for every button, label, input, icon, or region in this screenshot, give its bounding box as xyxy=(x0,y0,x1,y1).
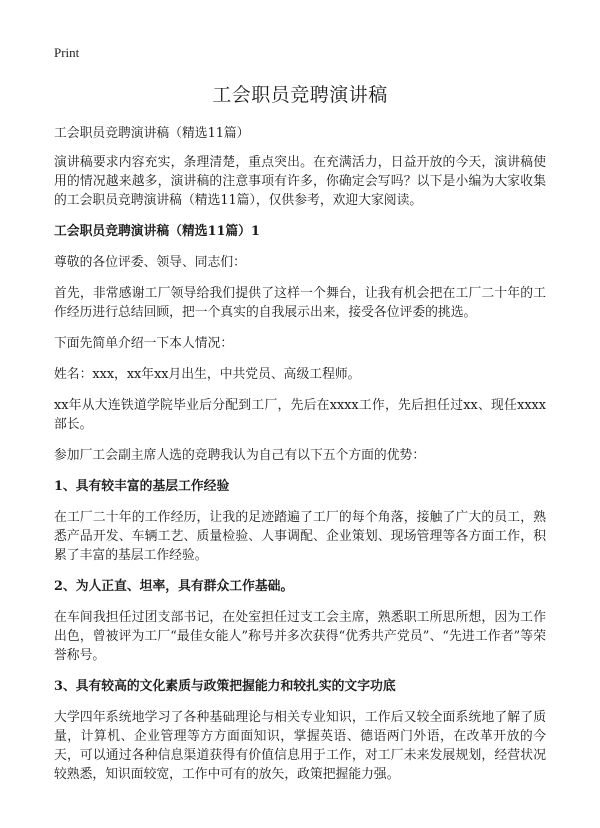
thanks-paragraph: 首先，非常感谢工厂领导给我们提供了这样一个舞台，让我有机会把在工厂二十年的工作经历进行总结回顾，把一个真实的自我展示出来，接受各位评委的挑选。 xyxy=(54,286,546,320)
point-1-text: 在工厂二十年的工作经历，让我的足迹踏遍了工厂的每个角落，接触了广大的员工，熟悉产品开发、车辆工艺、质量检验、人事调配、企业策划、现场管理等各方面工作，积累了丰富的基层工作经验。 xyxy=(54,510,546,563)
page-title: 工会职员竞聘演讲稿 xyxy=(212,84,388,106)
career-paragraph: xx年从大连铁道学院毕业后分配到工厂，先后在xxxx工作，先后担任过xx、现任xxxx部长。 xyxy=(54,398,546,432)
point-3-heading: 3、具有较高的文化素质与政策把握能力和较扎实的文字功底 xyxy=(54,679,396,694)
section-heading: 工会职员竞聘演讲稿（精选11篇）1 xyxy=(54,224,260,239)
greeting-paragraph: 尊敬的各位评委、领导、同志们： xyxy=(54,255,246,270)
intro-paragraph: 演讲稿要求内容充实，条理清楚，重点突出。在充满活力，日益开放的今天，演讲稿使用的情况越来越多，演讲稿的注意事项有许多，你确定会写吗？以下是小编为大家收集的工会职员竞聘演讲稿（精选11篇），仅供参考，欢迎大家阅读。 xyxy=(54,155,546,208)
name-paragraph: 姓名：xxx，xx年xx月出生，中共党员、高级工程师。 xyxy=(54,367,361,382)
self-intro-paragraph: 下面先简单介绍一下本人情况： xyxy=(54,336,234,351)
point-2-heading: 2、为人正直、坦率，具有群众工作基础。 xyxy=(54,579,294,594)
point-2-text: 在车间我担任过团支部书记，在处室担任过支工会主席，熟悉职工所思所想，因为工作出色，曾被评为工厂“最佳女能人”称号并多次获得“优秀共产党员”、“先进工作者”等荣誉称号。 xyxy=(54,610,546,663)
article-body xyxy=(54,124,546,796)
point-3-text: 大学四年系统地学习了各种基础理论与相关专业知识，工作后又较全面系统地了解了质量，计算机、企业管理等方方面面知识，掌握英语、德语两门外语，在改革开放的今天，可以通过各种信息渠道获得有价值信息用于工作，对工厂未来发展规划，经营状况较熟悉，知识面较宽，工作中可有的放矢，政策把握能力强。 xyxy=(54,710,546,782)
article-subtitle: 工会职员竞聘演讲稿（精选11篇） xyxy=(54,126,250,141)
advantages-paragraph: 参加厂工会副主席人选的竞聘我认为自己有以下五个方面的优势： xyxy=(54,448,426,463)
print-link[interactable]: Print xyxy=(54,45,80,60)
point-1-heading: 1、具有较丰富的基层工作经验 xyxy=(54,479,230,494)
